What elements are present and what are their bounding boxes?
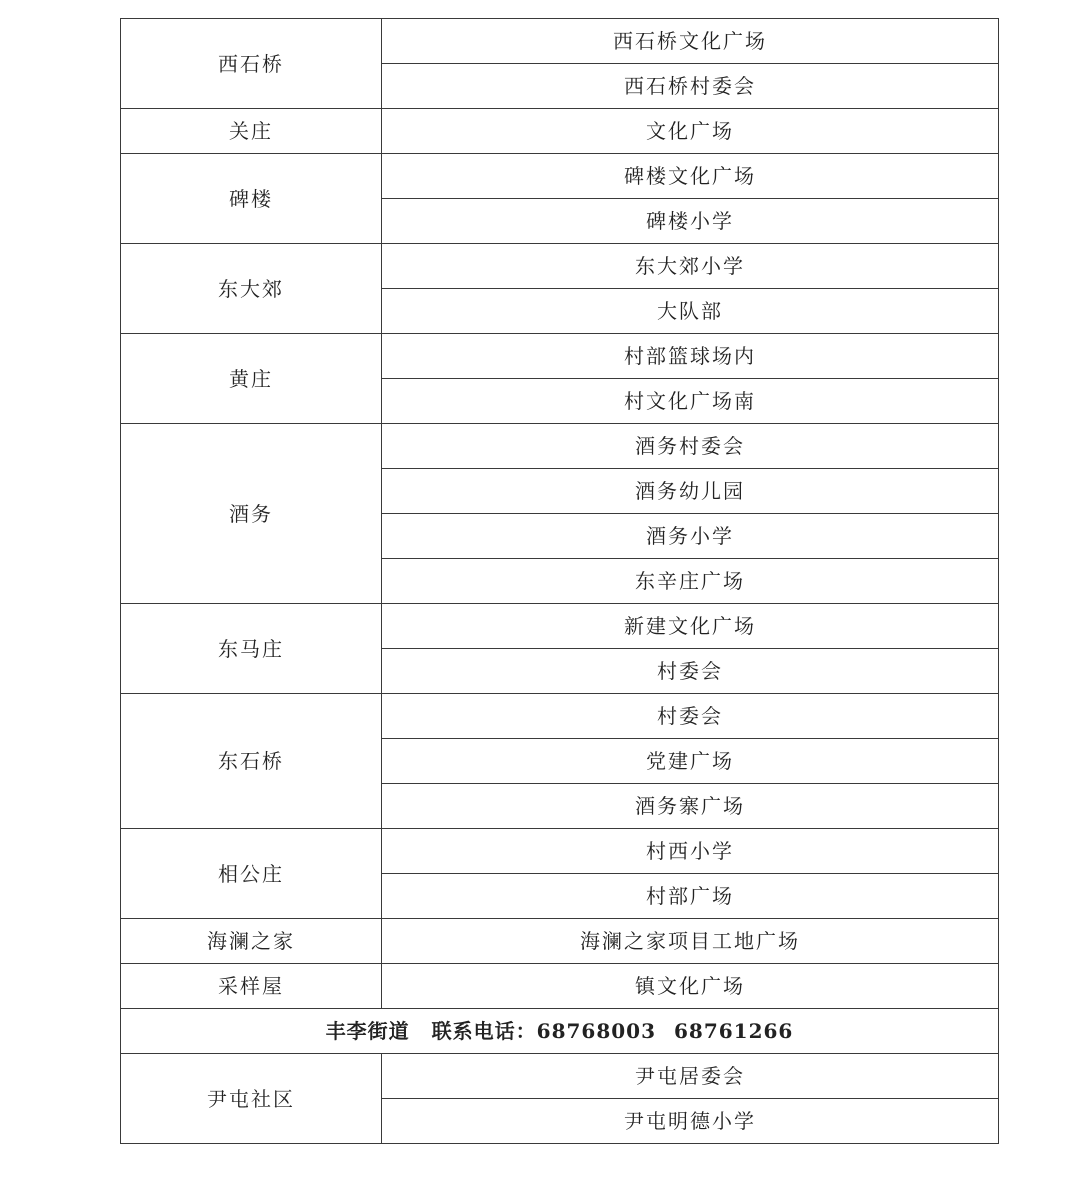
village-name-cell: 尹屯社区 <box>121 1054 382 1144</box>
sampling-site-cell: 海澜之家项目工地广场 <box>382 919 999 964</box>
village-name-cell: 碑楼 <box>121 154 382 244</box>
phone-label: 联系电话： <box>431 1019 537 1043</box>
sampling-site-cell: 酒务寨广场 <box>382 784 999 829</box>
sampling-site-cell: 碑楼小学 <box>382 199 999 244</box>
sampling-site-cell: 西石桥村委会 <box>382 64 999 109</box>
sampling-site-cell: 碑楼文化广场 <box>382 154 999 199</box>
sampling-site-cell: 酒务幼儿园 <box>382 469 999 514</box>
sampling-site-cell: 尹屯居委会 <box>382 1054 999 1099</box>
section-name: 丰李街道 <box>325 1019 410 1043</box>
table-row <box>121 109 999 154</box>
village-name-cell: 黄庄 <box>121 334 382 424</box>
table-row <box>121 334 999 379</box>
table-row <box>121 424 999 469</box>
sampling-site-cell: 新建文化广场 <box>382 604 999 649</box>
village-name-cell: 相公庄 <box>121 829 382 919</box>
sampling-site-cell: 党建广场 <box>382 739 999 784</box>
section-header-cell <box>121 1009 999 1054</box>
table-row <box>121 19 999 64</box>
table-row <box>121 1054 999 1099</box>
sampling-site-cell: 村文化广场南 <box>382 379 999 424</box>
table-row <box>121 919 999 964</box>
table-row <box>121 154 999 199</box>
sampling-site-cell: 尹屯明德小学 <box>382 1099 999 1144</box>
table-row <box>121 694 999 739</box>
village-name-cell: 东大郊 <box>121 244 382 334</box>
section-header-row <box>121 1009 999 1054</box>
sampling-site-cell: 村部篮球场内 <box>382 334 999 379</box>
table-row <box>121 829 999 874</box>
table-row <box>121 244 999 289</box>
phone-number-2: 68761266 <box>674 1019 794 1043</box>
sampling-site-cell: 酒务村委会 <box>382 424 999 469</box>
village-name-cell: 关庄 <box>121 109 382 154</box>
sampling-site-cell: 西石桥文化广场 <box>382 19 999 64</box>
sampling-site-cell: 文化广场 <box>382 109 999 154</box>
table-row <box>121 604 999 649</box>
sampling-site-cell: 村委会 <box>382 694 999 739</box>
sampling-site-cell: 镇文化广场 <box>382 964 999 1009</box>
sampling-site-cell: 酒务小学 <box>382 514 999 559</box>
village-name-cell: 酒务 <box>121 424 382 604</box>
phone-number-1: 68768003 <box>536 1019 656 1043</box>
sampling-site-cell: 东辛庄广场 <box>382 559 999 604</box>
table-body <box>121 19 999 1144</box>
village-name-cell: 东马庄 <box>121 604 382 694</box>
village-name-cell: 海澜之家 <box>121 919 382 964</box>
village-name-cell: 采样屋 <box>121 964 382 1009</box>
testing-sites-table <box>120 18 999 1144</box>
village-name-cell: 西石桥 <box>121 19 382 109</box>
table-row <box>121 964 999 1009</box>
sampling-site-cell: 村部广场 <box>382 874 999 919</box>
sampling-site-cell: 村委会 <box>382 649 999 694</box>
village-name-cell: 东石桥 <box>121 694 382 829</box>
sampling-site-cell: 村西小学 <box>382 829 999 874</box>
sampling-site-cell: 东大郊小学 <box>382 244 999 289</box>
sampling-site-cell: 大队部 <box>382 289 999 334</box>
